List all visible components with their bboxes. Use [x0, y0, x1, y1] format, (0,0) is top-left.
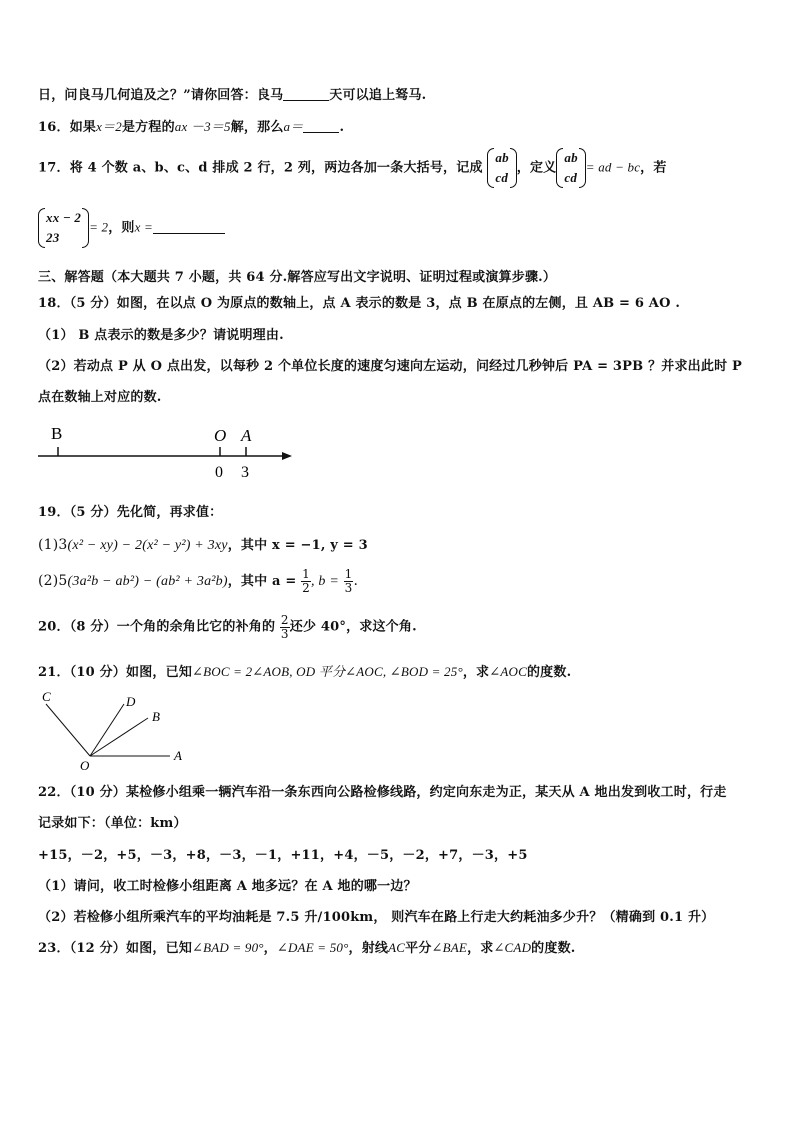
q17-matrix3-row1: xx − 2 [46, 210, 82, 225]
q23-angle-cad: ∠CAD [493, 940, 532, 955]
q22-text-a: 某检修小组乘一辆汽车沿一条东西向公路检修线路，约定向东走为正，某天从 A 地出发到收工时，行走 [126, 785, 727, 800]
q20-stem [38, 614, 417, 640]
q19-e2-condition-b: , b = [311, 574, 339, 590]
point-d-label: D [126, 694, 136, 709]
q16-text-b: 是方程的 [121, 120, 175, 135]
q22-part-1: （1）请问，收工时检修小组距离 A 地多远？在 A 地的哪一边？ [38, 879, 417, 894]
q17-answer-blank[interactable] [153, 221, 225, 234]
q23-separator: ， [263, 941, 277, 956]
q22-head: 22．（10 分） [38, 785, 127, 800]
q19-fraction-b [344, 568, 354, 594]
q19-frac-b-den: 3 [344, 580, 353, 595]
q23-text-e: 的度数. [531, 941, 576, 956]
q17-number: 17． [38, 160, 70, 176]
q23-head: 23．（12 分） [38, 941, 127, 956]
q19-e2-end: . [353, 573, 359, 590]
label-o: O [214, 426, 227, 445]
q23-angle-bad: ∠BAD = 90° [192, 940, 264, 955]
point-a-label: A [174, 748, 182, 763]
q15-text-b: 天可以追上驽马. [329, 88, 427, 103]
q19-fraction-a [301, 568, 311, 594]
q17-matrix-given [38, 208, 89, 248]
q16-text-a: 如果 [69, 120, 97, 135]
q15-line [38, 84, 426, 103]
q19-head: 19．（5 分） [38, 505, 117, 520]
q20-text-b: 还少 40°，求这个角. [289, 619, 417, 635]
q17-text-a: 将 4 个数 a、b、c、d 排成 2 行，2 列，两边各加一条大括号，记成 [69, 160, 483, 176]
q18-stem [38, 292, 680, 311]
number-line-arrow [282, 452, 292, 460]
q20-head: 20．（8 分） [38, 619, 117, 635]
q17-matrix-notation [487, 148, 516, 188]
q22-part-2: （2）若检修小组所乘汽车的平均油耗是 7.5 升/100km， 则汽车在路上行走大约耗油多少升？（精确到 0.1 升） [38, 910, 715, 925]
q17-matrix1-row2: cd [495, 170, 509, 185]
q17-definition: = ad − bc [585, 159, 641, 175]
point-b-label: B [152, 709, 160, 724]
tick-label-3: 3 [241, 464, 249, 481]
section-3-heading [38, 266, 556, 285]
q16-text-c: 解，那么 [230, 120, 284, 135]
q17-matrix3-row2: 23 [46, 230, 60, 245]
q19-e1-expression: (x² − xy) − 2(x² − y²) + 3xy [67, 538, 228, 553]
q19-frac-a-den: 2 [302, 580, 311, 595]
q21-angle-figure [36, 686, 196, 772]
q23-angle-dae: ∠DAE = 50° [276, 940, 349, 955]
q18-part-1: （1） B 点表示的数是多少？请说明理由. [38, 328, 284, 343]
q16-condition: x＝2 [96, 119, 122, 134]
label-a: A [241, 426, 252, 445]
q15-text-a: 日，问良马几何追及之？”请你回答：良马 [38, 88, 284, 103]
ray-od [90, 704, 124, 756]
q17-matrix1-row1: ab [495, 150, 509, 165]
q19-e1-prefix: (1)3 [38, 537, 68, 553]
section-3-title: 三、解答题 [38, 270, 105, 285]
q23-text-a: 如图，已知 [126, 941, 193, 956]
q19-expr-2 [38, 568, 358, 594]
q16-answer-blank[interactable] [303, 120, 339, 133]
q18-number-line-figure [30, 420, 310, 482]
q16-line [38, 116, 344, 135]
q20-text-a: 一个角的余角比它的补角的 [116, 619, 276, 635]
q22-text-b: 记录如下：（单位：km） [38, 816, 187, 831]
q19-e2-condition-a: ，其中 a = [227, 574, 297, 590]
q17-text-c: ，若 [640, 160, 667, 176]
q19-stem [38, 501, 222, 520]
q20-frac-den: 3 [280, 626, 289, 641]
q23-text-d: ，求 [467, 941, 494, 956]
q16-equation: ax －3＝5 [174, 119, 231, 134]
q17-text-b: ，定义 [516, 160, 557, 176]
point-c-label: C [42, 689, 51, 704]
q23-stem [38, 937, 576, 956]
q15-answer-blank[interactable] [283, 88, 329, 101]
label-b: B [51, 424, 63, 443]
q23-angle-bae: ∠BAE [431, 940, 468, 955]
q18-text: 如图，在以点 O 为原点的数轴上，点 A 表示的数是 3，点 B 在原点的左侧，且 AB = 6 AO . [116, 296, 681, 311]
q16-variable: a＝ [283, 119, 304, 134]
q22-stem [38, 781, 727, 800]
q18-part-2b: 点在数轴上对应的数. [38, 390, 162, 405]
tick-label-0: 0 [215, 464, 223, 481]
q23-text-b: ，射线 [348, 941, 389, 956]
q17-equation: = 2 [89, 219, 109, 235]
q21-expression: ∠BOC = 2∠AOB, OD 平分∠AOC, ∠BOD = 25° [192, 664, 463, 679]
q17-text-d: ，则 [108, 220, 135, 236]
q21-text-a: 如图，已知 [126, 665, 193, 680]
q19-e1-condition: ，其中 x = −1, y = 3 [227, 538, 368, 553]
q21-head: 21．（10 分） [38, 665, 127, 680]
q21-text-b: ，求 [462, 665, 490, 680]
q19-e2-expression: (3a²b − ab²) − (ab² + 3a²b) [67, 574, 228, 590]
q17-variable: x = [134, 219, 154, 235]
q22-record: +15，－2，+5，－3，+8，－3，－1，+11，+4，－5，－2，+7，－3，+5 [38, 848, 528, 863]
q17-line-1 [38, 148, 667, 188]
point-o-label: O [80, 758, 90, 772]
ray-ob [90, 718, 148, 756]
section-3-note: （本大题共 7 小题，共 64 分.解答应写出文字说明、证明过程或演算步骤.） [104, 270, 557, 285]
q21-target: ∠AOC [489, 664, 527, 679]
ray-oc [46, 704, 90, 756]
q21-text-c: 的度数. [526, 665, 572, 680]
q20-frac-num: 2 [280, 613, 289, 627]
q21-stem [38, 661, 571, 680]
q16-number: 16． [38, 120, 70, 135]
q23-ray-ac: AC [388, 940, 406, 955]
q19-e2-prefix: (2)5 [38, 573, 68, 590]
q17-matrix2-row2: cd [564, 170, 578, 185]
q17-line-2 [38, 208, 225, 248]
q23-text-c: 平分 [405, 941, 432, 956]
q19-frac-b-num: 1 [344, 567, 353, 581]
q19-expr-1 [38, 534, 368, 554]
q16-text-d: . [339, 120, 345, 135]
q17-matrix-definition [556, 148, 585, 188]
q19-frac-a-num: 1 [302, 567, 311, 581]
q20-fraction [280, 614, 290, 640]
q18-head: 18．（5 分） [38, 296, 117, 311]
q17-matrix2-row1: ab [564, 150, 578, 165]
q18-part-2a: （2）若动点 P 从 O 点出发，以每秒 2 个单位长度的速度匀速向左运动，问经过几秒钟后 PA = 3PB ？并求出此时 P [38, 359, 742, 374]
q19-text: 先化简，再求值： [116, 505, 223, 520]
